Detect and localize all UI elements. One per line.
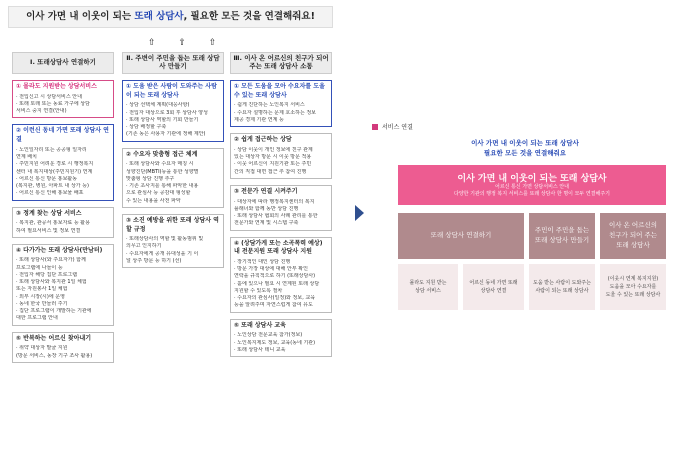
section-item: 맞춤형 상담 진행 추구	[126, 175, 175, 182]
section-item: · 수요자에게 공개 유대성을 기 이	[126, 250, 199, 257]
up-arrows-icon: ⇧ ⇧ ⇧	[148, 38, 227, 48]
section-item: · 장기적인 대인 상담 진행	[234, 258, 291, 265]
section-item: · 전입신고 시 상담서비스 안내	[16, 93, 82, 100]
section-item: · 또래 상담사(와 주요자가) 함께	[16, 257, 86, 264]
main-box-sub2: 다양한 기관의 행정 복지 서비스를 또래 상담사 한 명이 모두 연결해주기	[454, 191, 610, 197]
section-title: ① 도움 받은 사람이 도와주는 사람이 되는 또래 상담사	[126, 83, 217, 99]
right-title-line1: 이사 가면 내 이웃이 되는 또래 상담사	[471, 139, 579, 147]
section-item: 제공 경제 기관 연계 등	[234, 116, 284, 123]
section-item: · 또래 상담사와 수요자 매칭 시	[126, 161, 194, 168]
section-item: · 또래 상담사 테니 교육	[234, 346, 286, 353]
section-item: (방문 서비스, 동장 기구 조사 활용)	[16, 352, 93, 359]
mid-box-1-text: 또래 상담사 연결하기	[430, 231, 492, 240]
right-arrow-icon	[355, 205, 364, 221]
section-item: 전문가와 연계 및 시스템 구축	[234, 220, 299, 227]
section-box	[230, 133, 332, 179]
right-title	[410, 138, 640, 158]
section-item: 연락을 규칙적으로 하기 (또래상담사)	[234, 273, 316, 280]
section-title: ③ 정계 찾는 상담 서비스	[16, 209, 82, 217]
section-item: · 외부 시장(시)에 운영	[16, 293, 65, 300]
mid-box-2-text: 주민이 주민을 돕는 또래 상담사 만들기	[534, 226, 590, 244]
section-item: · 취약 대상자 발굴 지원	[16, 345, 68, 352]
section-item: 대한 프로그램 안내	[16, 315, 58, 322]
section-item: · 또래 상담사 역할의 기회 만들기	[126, 116, 199, 123]
section-item: 으로 관심사 등 공감대 형성할	[126, 190, 191, 197]
bottom-box-3-text: 도움 받는 사람이 도와주는 사람이 되는 또래 상담사	[533, 280, 591, 294]
section-box	[12, 80, 114, 118]
column-header: Ⅰ. 또래상담사 연결하기	[12, 52, 114, 74]
section-item: · 상담 이웃이 개인 정보에 친구 관계	[234, 146, 313, 153]
section-item: · 노인복지제도 정보, 교육(동네 기관)	[234, 339, 316, 346]
section-title: ② 이런신 동네 가면 또래 상담사 연결	[16, 127, 109, 144]
service-label	[372, 122, 413, 131]
banner-highlight: 또래 상담사	[134, 11, 184, 22]
section-title: ② 쉽게 접근하는 상담	[234, 136, 292, 144]
section-item: · 전입자 대상으로 3회 후 상담사 양성	[126, 109, 208, 116]
section-item: · 홀에 있으나 필요 시 연계된 또래 상담	[234, 280, 320, 287]
section-item: 성향진단(MBTI)등을 통한 성향별	[126, 168, 199, 175]
section-item: (기존 동은 사용자 기관에 정해 제안)	[126, 131, 206, 138]
section-item: · 수요자의 관심사(일정)와 정보, 교육	[234, 295, 316, 302]
section-item: · 방문 가장 대상에 대해 안부 확인	[234, 266, 308, 273]
section-item: 등을 알려주며 자연스럽게 참여 유도	[234, 302, 313, 309]
section-title: ④ (상담가게 또는 소곡폭력 예상) 내 전문지원 또래 상담사 지원	[234, 239, 323, 256]
section-item: 지원할 수 있도록 절차	[234, 287, 283, 294]
bottom-box-1	[398, 264, 458, 310]
section-title: ③ 소진 예방을 위한 또래 상담사 역할 규정	[126, 216, 219, 233]
section-box	[12, 244, 114, 326]
section-title: ① 몰라도 지원받는 상담서비스	[16, 83, 97, 90]
section-item: · 또래 또래 또는 동료 가구에 상담	[16, 100, 90, 107]
section-item: 의무고 인지하기	[126, 243, 162, 250]
section-item: · 복지관, 관공서 홍보자료 등 활용	[16, 220, 90, 227]
section-item: 센터 내 복지대상(주민지원기) 연계	[16, 168, 93, 175]
section-title: ⑤ 반복하는 어르신 찾아내기	[16, 334, 92, 342]
section-box	[122, 214, 224, 268]
section-item: · 또래 상담사 협회의 사례 관리를 통한	[234, 213, 318, 219]
mid-box-2	[529, 213, 595, 259]
section-box	[122, 148, 224, 208]
section-item: · 상담 배정할 구축	[126, 124, 167, 131]
section-box	[12, 332, 114, 363]
section-title: ③ 전문가 연결 시켜주기	[234, 187, 298, 195]
section-item: · 주민지원 어려운 경로 시 행정복지	[16, 161, 94, 168]
section-item: 또는 자원봉사 1일 체험	[16, 286, 68, 293]
service-label-text: 서비스 연결	[382, 124, 413, 131]
section-title: ④ 다가가는 또래 상담사(만남터)	[16, 246, 103, 254]
section-item: · 집단 프로그램이 개발하는 기관에	[16, 308, 92, 315]
column-3	[230, 52, 332, 357]
section-item: 간의 직접 대면 접근 추 참여 진행	[234, 168, 307, 175]
section-item: 있는 대상자 방문 시 이웃 방문 적용	[234, 154, 312, 161]
section-item: · 상담 선택체 계획(대응사항)	[126, 102, 190, 109]
section-item: · 또래 상담사와 복지관 1일 체험	[16, 279, 87, 286]
column-2	[122, 52, 224, 268]
main-box-title: 이사 가면 내 이웃이 되는 또래 상담사	[457, 174, 607, 184]
column-header: Ⅲ. 이사 온 어르신의 친구가 되어주는 또래 상담사 소통	[230, 52, 332, 74]
section-box	[230, 319, 332, 357]
column-1	[12, 52, 114, 363]
section-item: · 또래상담사의 역할 및 활동범위 및	[126, 236, 204, 243]
mid-box-1	[398, 213, 524, 259]
section-box	[230, 185, 332, 231]
section-item: 프로그램에 나들이 등	[16, 264, 63, 271]
section-item: · 쉽게 진단하는 노인복지 서비스	[234, 102, 305, 109]
section-item: · 노인일자리 또는 공공형 일자리	[16, 146, 87, 153]
section-title: ① 모든 도움을 모아 수요자를 도울 수 있는 또래 상담사	[234, 83, 325, 99]
section-box	[12, 207, 114, 238]
section-item: · 수요자 설명하는 문제 호소하는 정보	[234, 109, 316, 116]
banner-suffix: , 필요한 모든 것을 연결해줘요!	[183, 11, 315, 22]
bullet-icon	[372, 124, 378, 130]
bottom-box-4	[600, 264, 666, 310]
section-item: · 기존 초사지를 통해 파악한 내용	[126, 183, 199, 190]
section-item: · 어르신 통신 방문 홍보활동	[16, 175, 78, 182]
section-title: ⑤ 또래 상담사 교육	[234, 321, 286, 329]
section-item: (복지관, 병원, 아파트 내 상가 등)	[16, 183, 89, 190]
bottom-box-1-text: 몰라도 지원 받는 상담 서비스	[409, 280, 447, 294]
section-item: · 대상자에 따라 행정복지센터의 복지	[234, 198, 315, 205]
section-item: 연계 배치	[16, 154, 37, 161]
mid-box-3-text: 이사 온 어르신의 친구가 되어 주는 또래 상담사	[608, 221, 658, 249]
mid-box-3	[600, 213, 666, 259]
section-box	[230, 237, 332, 313]
section-item: · 전입자 해당 집단 프로그램	[16, 271, 78, 278]
column-header: Ⅱ. 주변이 주민을 돕는 또래 상담사 만들기	[122, 52, 224, 74]
section-item: 널 상주 방문 등 하기 (선)	[126, 257, 182, 264]
bottom-box-4-text: (이웃시 연계 복지지원) 도움을 모아 수요자를 도울 수 있는 또래 상담사	[605, 276, 661, 298]
section-item: 서비스 중지 연결(안내)	[16, 108, 67, 115]
section-item: 수 있는 내용을 사전 파악	[126, 197, 181, 204]
section-item: · 동네 한국 만들러 주기	[16, 300, 68, 307]
section-box	[230, 80, 332, 127]
bottom-box-3	[529, 264, 595, 310]
section-item: · 이웃 어르신이 지원기관 또는 주민	[234, 161, 312, 168]
section-box	[122, 80, 224, 142]
section-item: · 어르신 통신 인해 홍보물 배포	[16, 190, 84, 197]
section-item: · 노인상담 전문교육 참가(정보)	[234, 332, 303, 339]
main-box-sub1: 어르신 통신 가면 상담서비스 안내	[495, 184, 569, 190]
right-title-line2: 필요한 모든 것을 연결해줘요	[483, 149, 567, 158]
section-item: 플래너와 함께 동반 상담 진행	[234, 205, 299, 212]
section-item: 하여 필요서비스 및 정보 연결	[16, 227, 81, 234]
banner-prefix: 이사 가면 내 이웃이 되는	[26, 11, 132, 22]
main-box	[398, 165, 666, 205]
section-title: ② 수요자 맞춤형 접근 체계	[126, 150, 198, 158]
bottom-box-2-text: 어르신 동네 가면 또래 상담사 연결	[469, 280, 518, 294]
left-banner	[8, 6, 333, 28]
bottom-box-2	[463, 264, 524, 310]
section-box	[12, 124, 114, 200]
